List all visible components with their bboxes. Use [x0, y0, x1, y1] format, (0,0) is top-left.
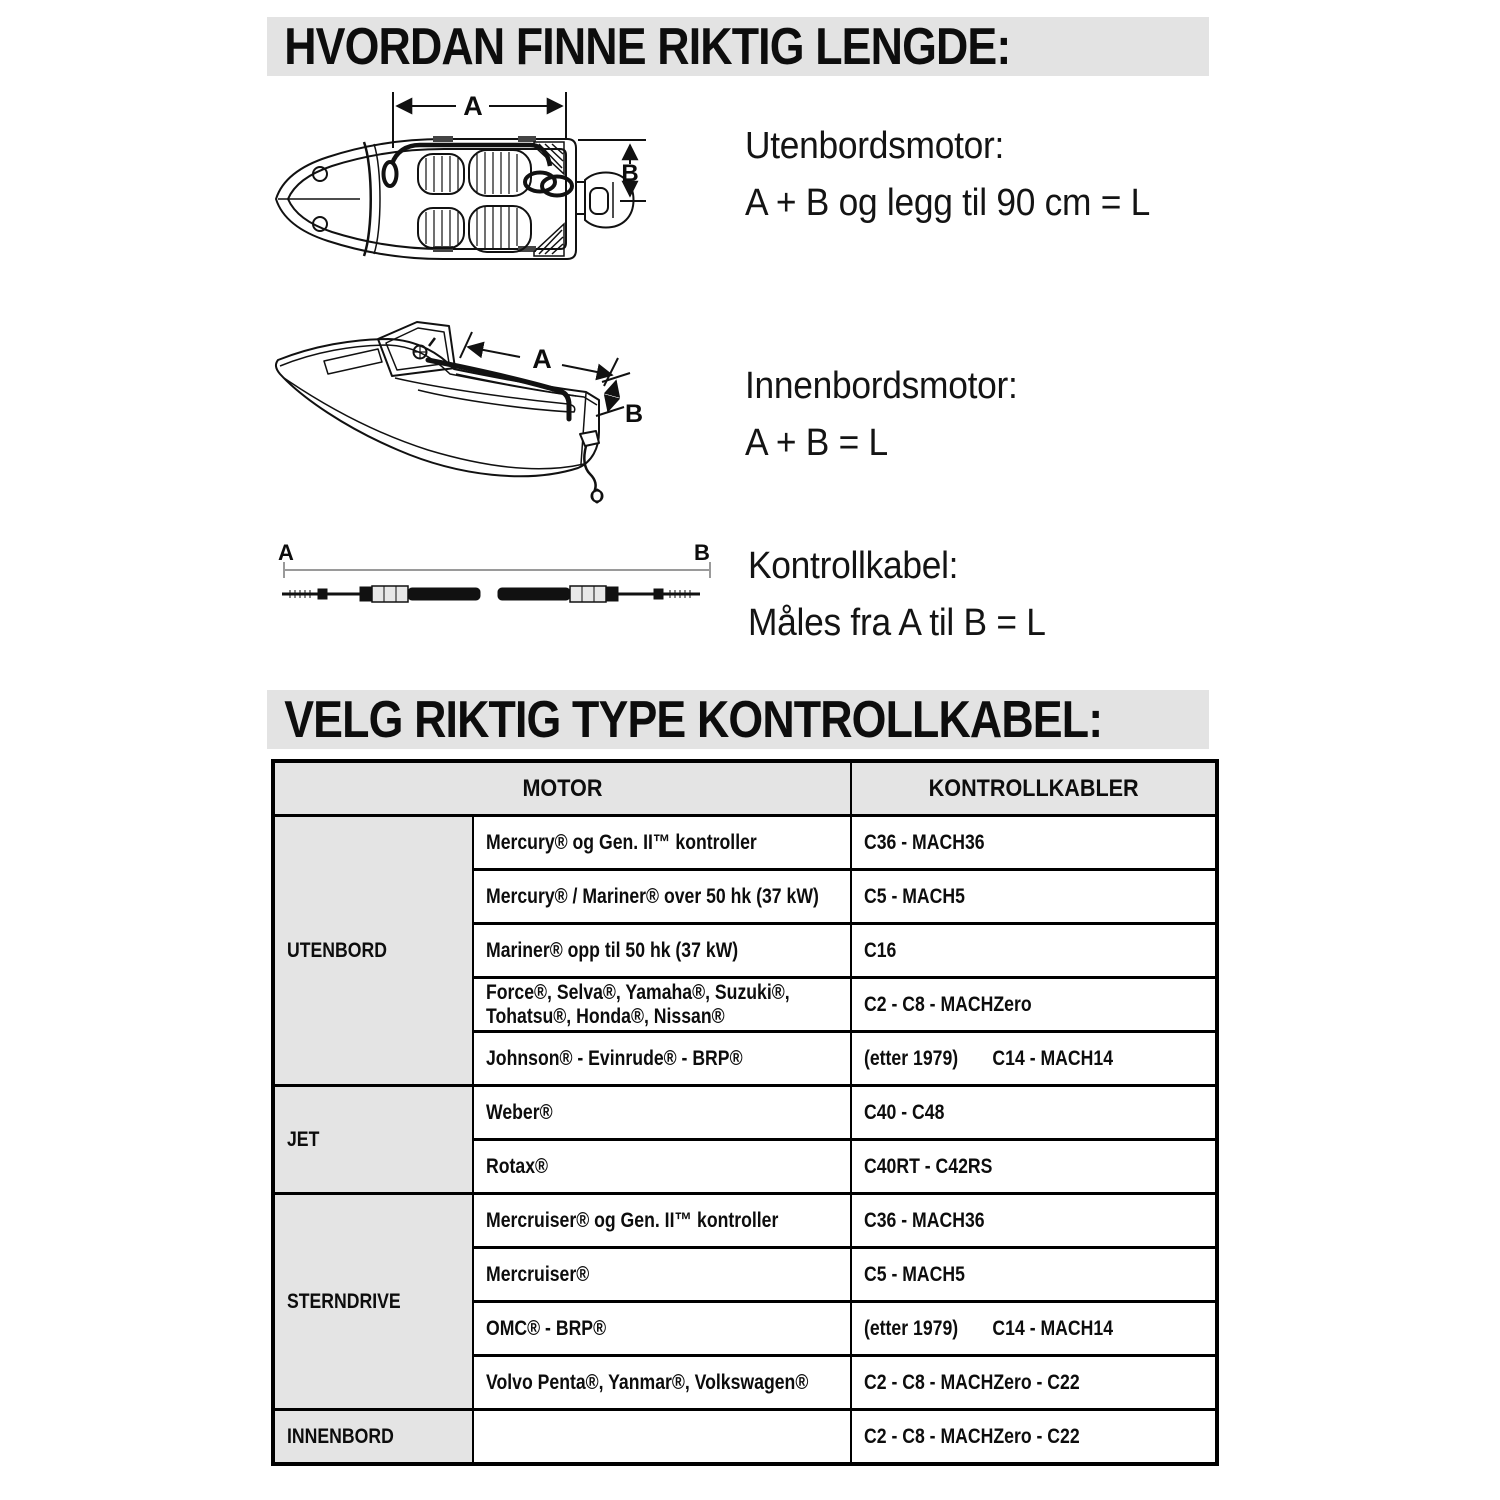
inboard-caption — [745, 358, 1038, 472]
outboard-caption-title: Utenbordsmotor: — [745, 125, 1005, 167]
motor-label: Weber® — [486, 1100, 553, 1124]
table-row — [273, 1086, 1217, 1140]
cable-cell — [851, 1302, 1217, 1356]
outdrive-unit — [580, 431, 603, 503]
motor-label: Mercury® / Mariner® over 50 hk (37 kW) — [486, 884, 819, 908]
cable-cell — [851, 1032, 1217, 1086]
cable-label: C2 - C8 - MACHZero — [864, 992, 1032, 1016]
control-cable-diagram — [262, 540, 732, 624]
witness-line-a-left — [460, 332, 472, 358]
motor-cell — [473, 870, 851, 924]
table-body — [273, 816, 1217, 1465]
motor-cell — [473, 924, 851, 978]
witness-line-b-bottom — [596, 407, 624, 416]
motor-label: Tohatsu®, Honda®, Nissan® — [486, 1004, 725, 1028]
cable-caption — [748, 538, 1068, 652]
cable-cell — [851, 924, 1217, 978]
dimension-a-label: A — [532, 344, 552, 374]
cable-label: (etter 1979) C14 - MACH14 — [864, 1316, 1114, 1340]
motor-label: OMC® - BRP® — [486, 1316, 607, 1340]
cable-assembly — [282, 586, 700, 602]
cable-cell — [851, 870, 1217, 924]
motor-cell — [473, 1086, 851, 1140]
measurement-line — [284, 562, 710, 578]
cable-a-label: A — [278, 540, 294, 565]
category-cell-jet — [273, 1086, 473, 1194]
cable-cell — [851, 1410, 1217, 1465]
category-cell-sterndrive — [273, 1194, 473, 1410]
table-head — [273, 761, 1217, 816]
motor-cell — [473, 1410, 851, 1465]
motor-cell — [473, 1032, 851, 1086]
cable-label: C5 - MACH5 — [864, 884, 965, 908]
dimension-a-label: A — [463, 91, 483, 121]
motor-label: Rotax® — [486, 1154, 549, 1178]
category-cell-innenbord — [273, 1410, 473, 1465]
category-label: INNENBORD — [287, 1424, 394, 1448]
outboard-caption — [745, 118, 1181, 232]
outboard-boat-top-view-diagram — [268, 82, 664, 272]
cable-label: C2 - C8 - MACHZero - C22 — [864, 1424, 1080, 1448]
category-label: STERNDRIVE — [287, 1289, 401, 1313]
table-row — [273, 816, 1217, 870]
motor-label: Johnson® - Evinrude® - BRP® — [486, 1046, 743, 1070]
category-label: JET — [287, 1127, 320, 1151]
heading-choose-cable-type-text: VELG RIKTIG TYPE KONTROLLKABEL: — [284, 690, 1103, 749]
cable-label: C2 - C8 - MACHZero - C22 — [864, 1370, 1080, 1394]
cable-caption-formula: Måles fra A til B = L — [748, 602, 1046, 644]
cable-label: C36 - MACH36 — [864, 830, 985, 854]
heading-how-to-find-length-text: HVORDAN FINNE RIKTIG LENGDE: — [284, 17, 1011, 76]
motor-cell — [473, 978, 851, 1032]
table-row — [273, 1194, 1217, 1248]
cable-b-label: B — [694, 540, 710, 565]
outboard-caption-formula: A + B og legg til 90 cm = L — [745, 182, 1151, 224]
cable-label: C16 — [864, 938, 897, 962]
category-label: UTENBORD — [287, 938, 387, 962]
motor-label: Volvo Penta®, Yanmar®, Volkswagen® — [486, 1370, 809, 1394]
motor-label: Force®, Selva®, Yamaha®, Suzuki®, — [486, 980, 790, 1004]
cable-label: C40RT - C42RS — [864, 1154, 993, 1178]
cable-label: C5 - MACH5 — [864, 1262, 965, 1286]
motor-label: Mercruiser® og Gen. II™ kontroller — [486, 1208, 779, 1232]
heading-how-to-find-length — [267, 17, 1209, 76]
cable-cell — [851, 1248, 1217, 1302]
inboard-caption-title: Innenbordsmotor: — [745, 365, 1018, 407]
motor-label: Mercruiser® — [486, 1262, 590, 1286]
motor-cell — [473, 1248, 851, 1302]
motor-cell — [473, 1302, 851, 1356]
cable-label: C36 - MACH36 — [864, 1208, 985, 1232]
motor-label: Mariner® opp til 50 hk (37 kW) — [486, 938, 739, 962]
cable-cell — [851, 1140, 1217, 1194]
cable-cell — [851, 1194, 1217, 1248]
cable-label: C40 - C48 — [864, 1100, 945, 1124]
inboard-boat-perspective-diagram — [268, 316, 664, 524]
cable-cell — [851, 978, 1217, 1032]
dimension-b-label: B — [621, 160, 639, 187]
table-header-motor: MOTOR — [273, 761, 851, 816]
cable-selection-table — [271, 759, 1219, 1466]
motor-cell — [473, 1194, 851, 1248]
cable-label: (etter 1979) C14 - MACH14 — [864, 1046, 1114, 1070]
cable-caption-title: Kontrollkabel: — [748, 545, 959, 587]
motor-label: Mercury® og Gen. II™ kontroller — [486, 830, 757, 854]
table-header-cables: KONTROLLKABLER — [851, 761, 1217, 816]
cable-cell — [851, 1356, 1217, 1410]
motor-cell — [473, 1140, 851, 1194]
cable-cell — [851, 1086, 1217, 1140]
table-row — [273, 1410, 1217, 1465]
motor-cell — [473, 816, 851, 870]
dimension-b-label: B — [624, 400, 644, 428]
category-cell-utenbord — [273, 816, 473, 1086]
inboard-caption-formula: A + B = L — [745, 422, 888, 464]
motor-cell — [473, 1356, 851, 1410]
cable-cell — [851, 816, 1217, 870]
heading-choose-cable-type — [267, 690, 1209, 749]
table-header-row — [273, 761, 1217, 816]
